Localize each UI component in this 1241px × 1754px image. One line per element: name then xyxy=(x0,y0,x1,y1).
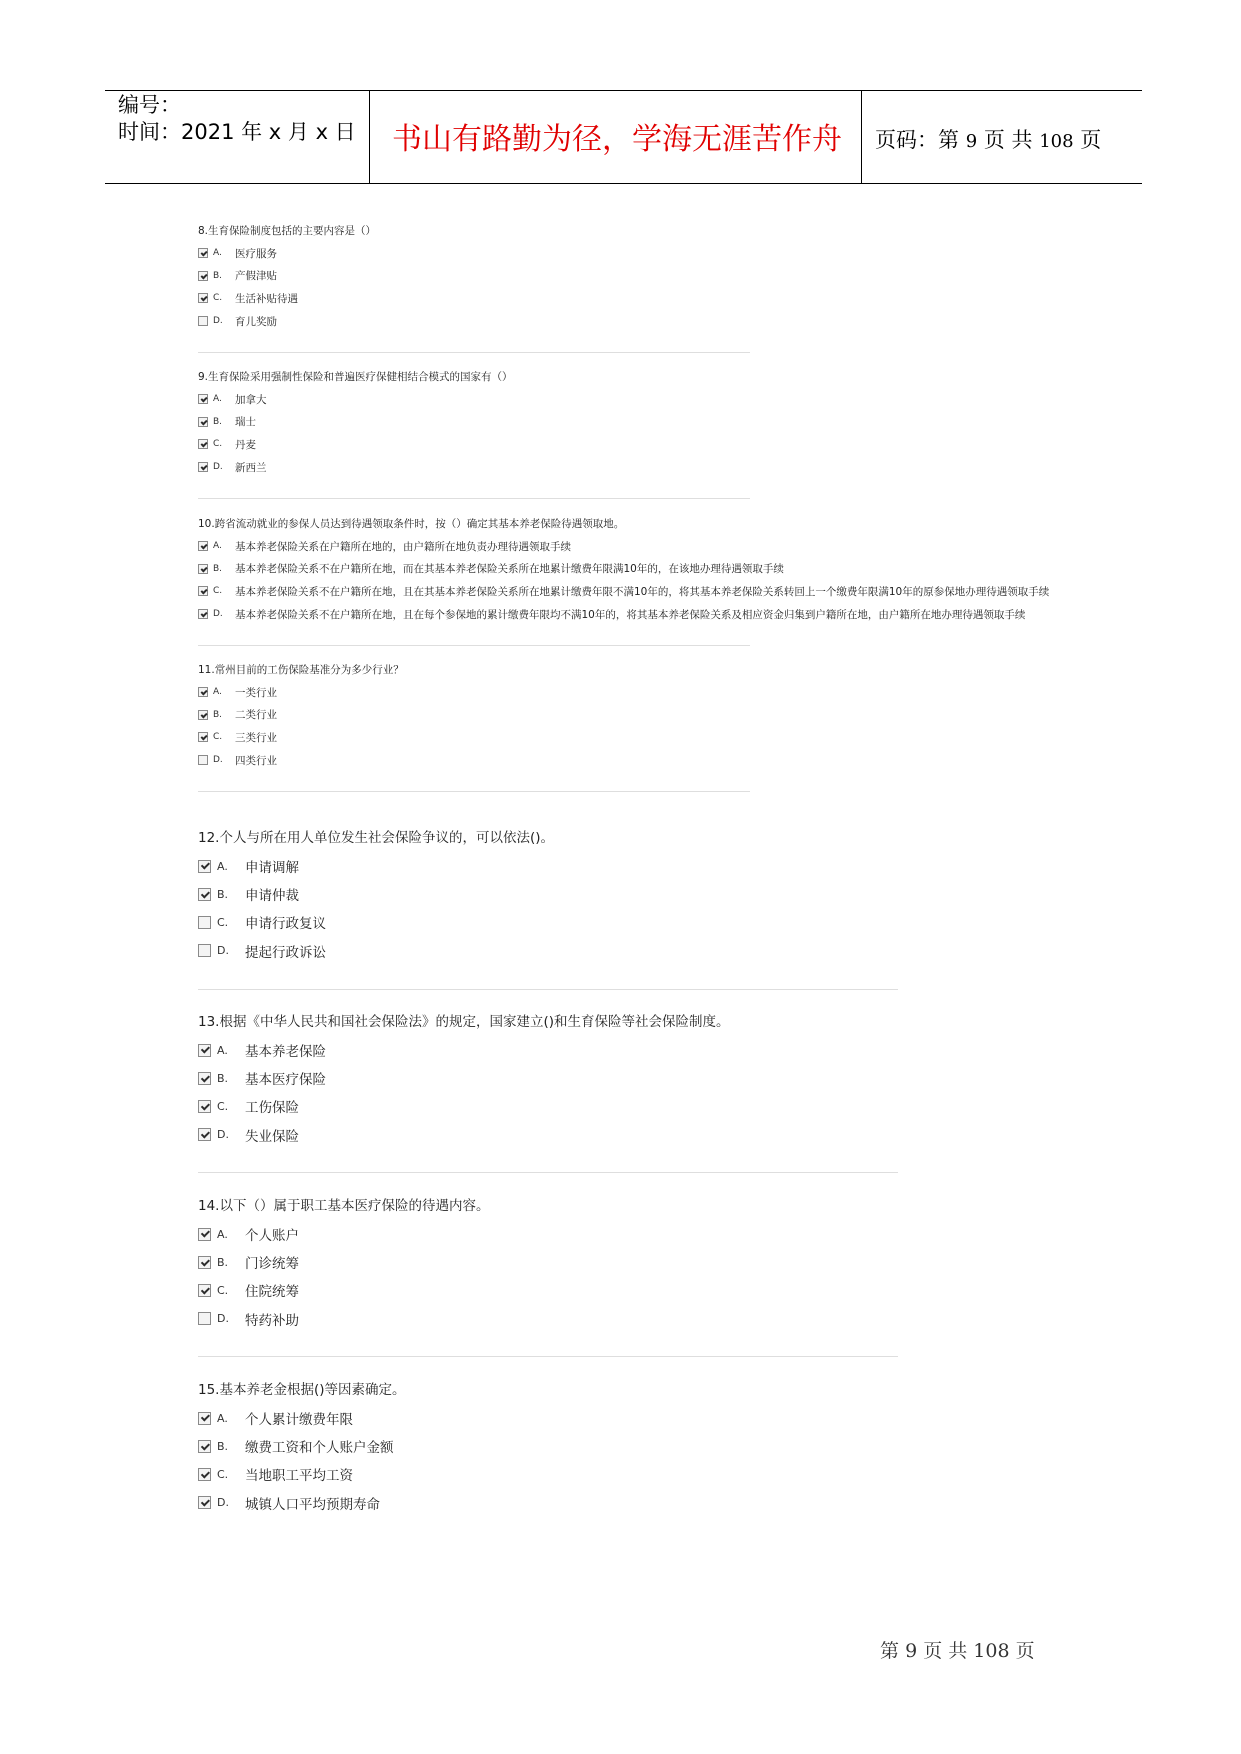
checked-checkbox[interactable] xyxy=(198,248,208,258)
answer-option[interactable] xyxy=(198,1432,406,1460)
answer-option[interactable] xyxy=(198,704,404,727)
answer-option[interactable] xyxy=(198,1276,489,1304)
option-letter: A. xyxy=(213,394,222,405)
option-text: 基本养老保险关系不在户籍所在地，且在其基本养老保险关系所在地累计缴费年限不满10年的，将其基本养老保险关系转回上一个缴费年限满10年的原参保地办理待遇领取手续 xyxy=(235,585,1050,598)
option-text: 产假津贴 xyxy=(235,270,277,283)
option-text: 医疗服务 xyxy=(235,247,277,260)
option-text: 基本养老保险关系在户籍所在地的，由户籍所在地负责办理待遇领取手续 xyxy=(235,540,571,553)
header-page-total: 108 xyxy=(1039,131,1074,152)
checked-checkbox[interactable] xyxy=(198,609,208,619)
answer-option[interactable] xyxy=(198,1064,730,1092)
option-text: 当地职工平均工资 xyxy=(245,1468,353,1485)
option-letter: C. xyxy=(217,915,229,929)
question-separator xyxy=(198,1172,898,1173)
answer-option[interactable] xyxy=(198,411,513,434)
checked-checkbox[interactable] xyxy=(198,462,208,472)
option-letter: A. xyxy=(213,248,222,259)
option-text: 四类行业 xyxy=(235,754,277,767)
answer-option[interactable] xyxy=(198,1460,406,1488)
checked-checkbox[interactable] xyxy=(198,1284,211,1297)
checked-checkbox[interactable] xyxy=(198,564,208,574)
answer-option[interactable] xyxy=(198,1404,406,1432)
option-text: 特药补助 xyxy=(245,1312,299,1329)
option-text: 基本养老保险 xyxy=(245,1044,326,1061)
answer-option[interactable] xyxy=(198,1220,489,1248)
option-text: 提起行政诉讼 xyxy=(245,944,326,961)
question-title: 9.生育保险采用强制性保险和普遍医疗保健相结合模式的国家有（） xyxy=(198,371,513,383)
header-page-current: 9 xyxy=(965,131,978,152)
question-title: 10.跨省流动就业的参保人员达到待遇领取条件时，按（）确定其基本养老保险待遇领取地。 xyxy=(198,518,625,530)
question-12 xyxy=(198,824,554,965)
option-letter: A. xyxy=(213,541,222,552)
option-text: 基本养老保险关系不在户籍所在地，而在其基本养老保险关系所在地累计缴费年限满10年的，在该地办理待遇领取手续 xyxy=(235,563,784,576)
answer-option[interactable] xyxy=(198,749,404,772)
checked-checkbox[interactable] xyxy=(198,888,211,901)
option-letter: C. xyxy=(213,439,223,450)
option-letter: C. xyxy=(213,293,223,304)
question-8 xyxy=(198,220,376,332)
option-text: 缴费工资和个人账户金额 xyxy=(245,1440,394,1457)
option-text: 申请行政复议 xyxy=(245,916,326,933)
option-letter: C. xyxy=(213,586,223,597)
unchecked-checkbox[interactable] xyxy=(198,916,211,929)
option-letter: A. xyxy=(217,1043,228,1057)
footer-current: 9 xyxy=(905,1640,918,1662)
option-letter: C. xyxy=(213,732,223,743)
answer-option[interactable] xyxy=(198,535,1049,558)
question-separator xyxy=(198,498,750,499)
option-text: 瑞士 xyxy=(235,416,256,429)
option-text: 二类行业 xyxy=(235,709,277,722)
answer-option[interactable] xyxy=(198,433,513,456)
answer-option[interactable] xyxy=(198,603,1049,626)
header-page-suffix: 页 xyxy=(1080,128,1102,152)
answer-option[interactable] xyxy=(198,880,554,908)
option-text: 三类行业 xyxy=(235,731,277,744)
question-title: 8.生育保险制度包括的主要内容是（） xyxy=(198,225,377,237)
unchecked-checkbox[interactable] xyxy=(198,944,211,957)
document-time-label: 时间：2021 年 x 月 x 日 xyxy=(118,120,356,144)
header-motto: 书山有路勤为径，学海无涯苦作舟 xyxy=(392,122,842,157)
question-separator xyxy=(198,352,750,353)
answer-option[interactable] xyxy=(198,681,404,704)
header-top-rule xyxy=(105,90,1142,91)
checked-checkbox[interactable] xyxy=(198,1228,211,1241)
checked-checkbox[interactable] xyxy=(198,1044,211,1057)
checked-checkbox[interactable] xyxy=(198,417,208,427)
footer-total: 108 xyxy=(973,1640,1010,1662)
option-letter: A. xyxy=(217,1227,228,1241)
option-letter: D. xyxy=(217,1496,229,1510)
checked-checkbox[interactable] xyxy=(198,732,208,742)
unchecked-checkbox[interactable] xyxy=(198,755,208,765)
option-letter: D. xyxy=(217,944,229,958)
question-title: 15.基本养老金根据()等因素确定。 xyxy=(198,1382,406,1398)
option-text: 一类行业 xyxy=(235,686,277,699)
checked-checkbox[interactable] xyxy=(198,710,208,720)
page-footer xyxy=(880,1636,1180,1663)
option-letter: B. xyxy=(213,709,223,720)
answer-option[interactable] xyxy=(198,1305,489,1333)
option-text: 城镇人口平均预期寿命 xyxy=(245,1496,380,1513)
checked-checkbox[interactable] xyxy=(198,271,208,281)
option-text: 基本养老保险关系不在户籍所在地，且在每个参保地的累计缴费年限均不满10年的，将其基本养老保险关系及相应资金归集到户籍所在地，由户籍所在地办理待遇领取手续 xyxy=(235,608,1026,621)
answer-option[interactable] xyxy=(198,1036,730,1064)
question-10 xyxy=(198,513,1049,625)
answer-option[interactable] xyxy=(198,937,554,965)
checked-checkbox[interactable] xyxy=(198,1072,211,1085)
checked-checkbox[interactable] xyxy=(198,1128,211,1141)
footer-mid: 页 共 xyxy=(923,1640,968,1662)
option-text: 申请调解 xyxy=(245,860,299,877)
question-13 xyxy=(198,1008,730,1149)
option-text: 门诊统筹 xyxy=(245,1256,299,1273)
checked-checkbox[interactable] xyxy=(198,1440,211,1453)
option-letter: B. xyxy=(213,270,223,281)
answer-option[interactable] xyxy=(198,580,1049,603)
footer-suffix: 页 xyxy=(1015,1640,1035,1662)
question-title: 12.个人与所在用人单位发生社会保险争议的，可以依法()。 xyxy=(198,830,555,846)
option-text: 加拿大 xyxy=(235,393,267,406)
header-bottom-rule xyxy=(105,183,1142,184)
checked-checkbox[interactable] xyxy=(198,687,208,697)
option-text: 失业保险 xyxy=(245,1128,299,1145)
option-letter: B. xyxy=(217,1071,229,1085)
header-page-indicator xyxy=(875,124,1101,154)
option-text: 丹麦 xyxy=(235,438,256,451)
answer-option[interactable] xyxy=(198,1489,406,1517)
option-letter: C. xyxy=(217,1467,229,1481)
question-15 xyxy=(198,1376,406,1517)
option-letter: B. xyxy=(213,563,223,574)
checked-checkbox[interactable] xyxy=(198,293,208,303)
question-9 xyxy=(198,366,513,478)
option-text: 生活补贴待遇 xyxy=(235,292,298,305)
question-separator xyxy=(198,645,750,646)
checked-checkbox[interactable] xyxy=(198,439,208,449)
answer-option[interactable] xyxy=(198,1121,730,1149)
answer-option[interactable] xyxy=(198,456,513,479)
checked-checkbox[interactable] xyxy=(198,394,208,404)
option-letter: D. xyxy=(213,316,223,327)
checked-checkbox[interactable] xyxy=(198,1412,211,1425)
answer-option[interactable] xyxy=(198,388,513,411)
answer-option[interactable] xyxy=(198,558,1049,581)
footer-prefix: 第 xyxy=(880,1640,900,1662)
question-title: 14.以下（）属于职工基本医疗保险的待遇内容。 xyxy=(198,1198,490,1214)
answer-option[interactable] xyxy=(198,265,376,288)
answer-option[interactable] xyxy=(198,242,376,265)
answer-option[interactable] xyxy=(198,726,404,749)
header-divider-left xyxy=(369,91,370,184)
question-title: 11.常州目前的工伤保险基准分为多少行业？ xyxy=(198,664,404,676)
option-text: 基本医疗保险 xyxy=(245,1072,326,1089)
option-letter: D. xyxy=(213,609,223,620)
answer-option[interactable] xyxy=(198,1248,489,1276)
checked-checkbox[interactable] xyxy=(198,1496,211,1509)
question-14 xyxy=(198,1192,489,1333)
option-text: 工伤保险 xyxy=(245,1100,299,1117)
option-text: 申请仲裁 xyxy=(245,888,299,905)
document-number-label: 编号： xyxy=(118,93,181,117)
option-text: 育儿奖励 xyxy=(235,315,277,328)
option-letter: A. xyxy=(217,1411,228,1425)
option-text: 个人账户 xyxy=(245,1228,299,1245)
question-separator xyxy=(198,791,750,792)
question-separator xyxy=(198,1356,898,1357)
option-letter: B. xyxy=(217,887,229,901)
option-letter: A. xyxy=(217,859,228,873)
answer-option[interactable] xyxy=(198,287,376,310)
option-letter: D. xyxy=(217,1128,229,1142)
unchecked-checkbox[interactable] xyxy=(198,316,208,326)
option-letter: B. xyxy=(217,1439,229,1453)
option-letter: A. xyxy=(213,687,222,698)
answer-option[interactable] xyxy=(198,310,376,333)
checked-checkbox[interactable] xyxy=(198,1256,211,1269)
answer-option[interactable] xyxy=(198,908,554,936)
question-11 xyxy=(198,659,404,771)
header-page-mid: 页 共 xyxy=(983,128,1033,152)
option-letter: D. xyxy=(217,1312,229,1326)
option-letter: D. xyxy=(213,462,223,473)
option-letter: C. xyxy=(217,1099,229,1113)
answer-option[interactable] xyxy=(198,1092,730,1120)
checked-checkbox[interactable] xyxy=(198,541,208,551)
option-letter: B. xyxy=(217,1255,229,1269)
option-text: 住院统筹 xyxy=(245,1284,299,1301)
checked-checkbox[interactable] xyxy=(198,586,208,596)
header-page-prefix: 页码：第 xyxy=(875,128,959,152)
checked-checkbox[interactable] xyxy=(198,1100,211,1113)
checked-checkbox[interactable] xyxy=(198,860,211,873)
answer-option[interactable] xyxy=(198,852,554,880)
header-left-cell xyxy=(118,92,356,146)
option-letter: B. xyxy=(213,416,223,427)
option-letter: C. xyxy=(217,1283,229,1297)
option-text: 个人累计缴费年限 xyxy=(245,1412,353,1429)
checked-checkbox[interactable] xyxy=(198,1468,211,1481)
question-title: 13.根据《中华人民共和国社会保险法》的规定，国家建立()和生育保险等社会保险制度。 xyxy=(198,1014,730,1030)
question-separator xyxy=(198,989,898,990)
option-letter: D. xyxy=(213,755,223,766)
option-text: 新西兰 xyxy=(235,461,267,474)
unchecked-checkbox[interactable] xyxy=(198,1312,211,1325)
